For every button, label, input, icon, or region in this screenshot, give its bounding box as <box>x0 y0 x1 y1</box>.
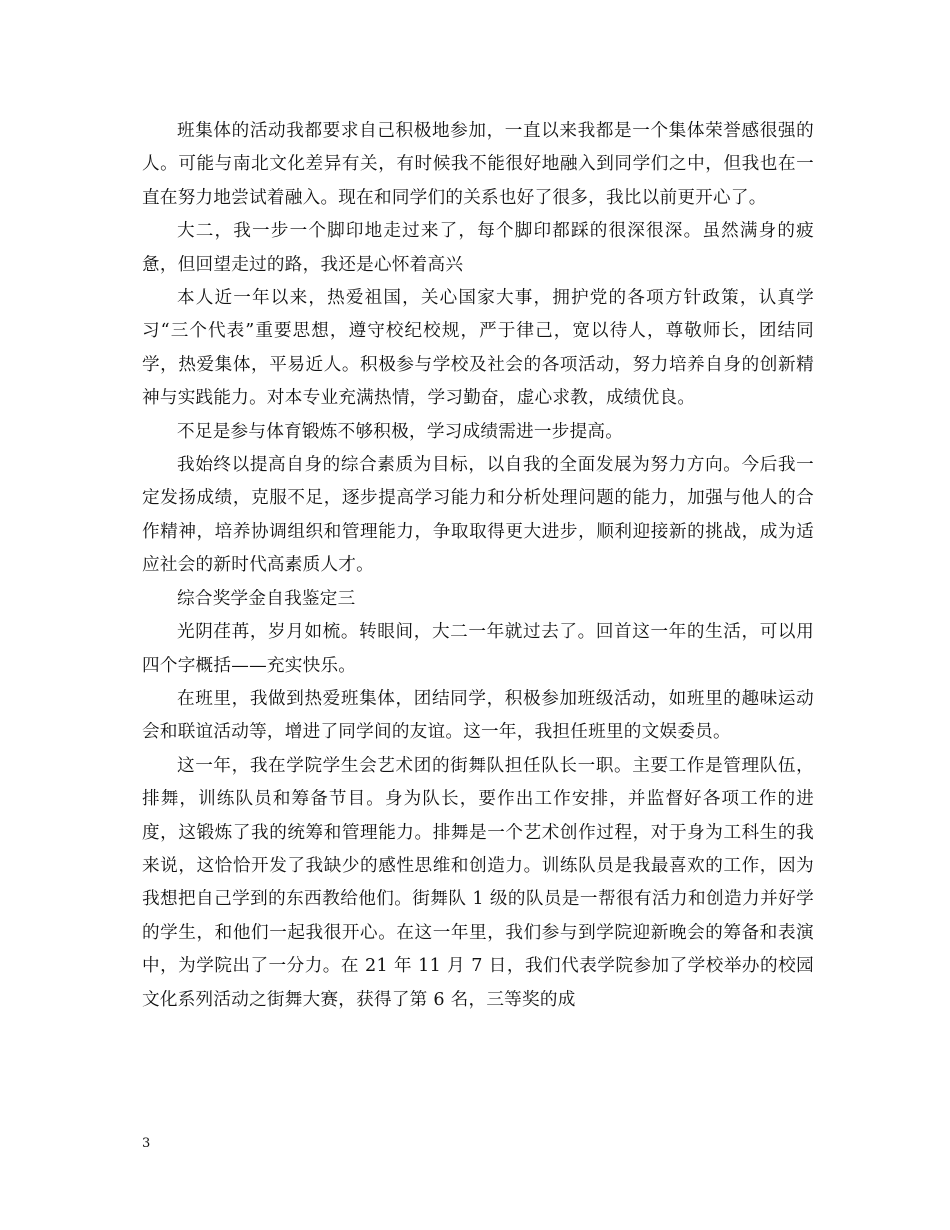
section-heading: 综合奖学金自我鉴定三 <box>177 588 356 609</box>
paragraph-self-assessment: 本人近一年以来，热爱祖国，关心国家大事，拥护党的各项方针政策，认真学习“三个代表”重要思想，遵守校纪校规，严于律己，宽以待人，尊敬师长，团结同学，热爱集体，平易近人。积极参与学校及社会的各项活动，努力培养自身的创新精神与实践能力。对本专业充满热情，学习勤奋，虚心求教，成绩优良。 <box>142 288 814 409</box>
page-number: 3 <box>142 1136 151 1151</box>
paragraph-class-role: 在班里，我做到热爱班集体，团结同学，积极参加班级活动，如班里的趣味运动会和联谊活动等，增进了同学间的友谊。这一年，我担任班里的文娱委员。 <box>142 688 814 743</box>
paragraph-sophomore-year: 大二，我一步一个脚印地走过来了，每个脚印都踩的很深很深。虽然满身的疲惫，但回望走过的路，我还是心怀着高兴 <box>142 221 814 275</box>
paragraph-year-summary: 光阴荏苒，岁月如梳。转眼间，大二一年就过去了。回首这一年的生活，可以用四个字概括——充实快乐。 <box>142 622 814 676</box>
paragraph-future-goals: 我始终以提高自身的综合素质为目标，以自我的全面发展为努力方向。今后我一定发扬成绩，克服不足，逐步提高学习能力和分析处理问题的能力，加强与他人的合作精神，培养协调组织和管理能力，争取取得更大进步，顺利迎接新的挑战，成为适应社会的新时代高素质人才。 <box>142 455 814 576</box>
paragraph-dance-team: 这一年，我在学院学生会艺术团的街舞队担任队长一职。主要工作是管理队伍，排舞，训练队员和筹备节目。身为队长，要作出工作安排，并监督好各项工作的进度，这锻炼了我的统筹和管理能力。排舞是一个艺术创作过程，对于身为工科生的我来说，这恰恰开发了我缺少的感性思维和创造力。训练队员是我最喜欢的工作，因为我想把自己学到的东西教给他们。街舞队 1 级的队员是一帮很有活力和创造力并好学的学生，和他们一起我很开心。在这一年里，我们参与到学院迎新晚会的筹备和表演中，为学院出了一分力。在 21 年 11 月 7 日，我们代表学院参加了学校举办的校园文化系列活动之街舞大赛，获得了第 6 名，三等奖的成 <box>142 755 814 1010</box>
paragraph-class-activities: 班集体的活动我都要求自己积极地参加，一直以来我都是一个集体荣誉感很强的人。可能与南北文化差异有关，有时候我不能很好地融入到同学们之中，但我也在一直在努力地尝试着融入。现在和同学们的关系也好了很多，我比以前更开心了。 <box>142 121 814 208</box>
paragraph-shortcomings: 不足是参与体育锻炼不够积极，学习成绩需进一步提高。 <box>177 421 624 442</box>
document-body <box>142 115 814 1017</box>
